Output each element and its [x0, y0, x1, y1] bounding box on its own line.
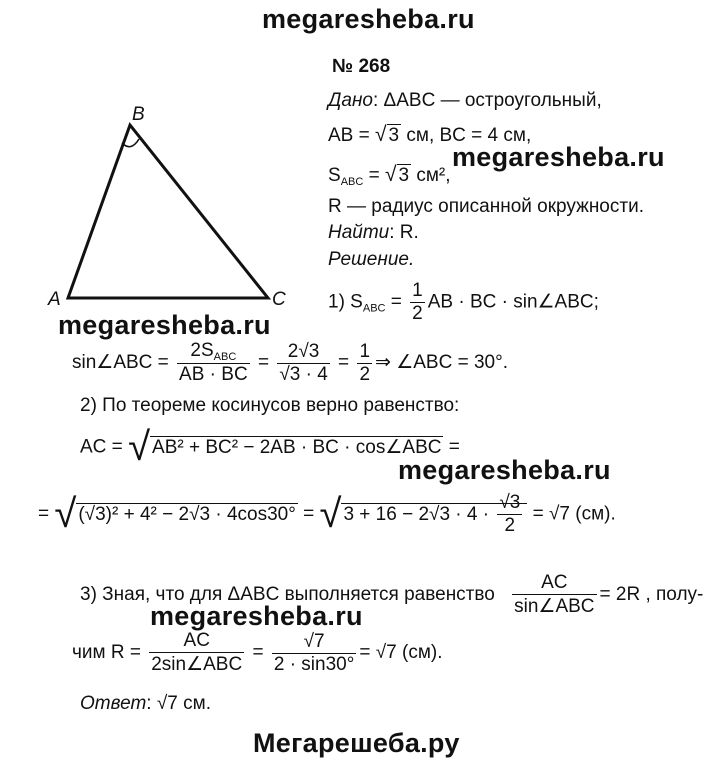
sin-frac-3	[357, 341, 372, 386]
step-2-text: 2) По теореме косинусов верно равенство:	[80, 395, 460, 416]
fraction-one-half	[410, 280, 425, 325]
frac-num: 1	[412, 280, 423, 301]
given-ab: AB =	[328, 125, 375, 146]
sin-frac-1-num-sub: ABC	[213, 351, 237, 363]
sin-frac-2	[277, 341, 329, 386]
step-1-rest: AB · BC · sin∠ABC;	[427, 291, 599, 313]
step-1-line	[328, 280, 599, 325]
ac-left: AC =	[80, 436, 129, 458]
watermark-mid-4: megaresheba.ru	[150, 601, 363, 631]
given-line-1	[328, 90, 602, 112]
given-area-unit: см²,	[411, 165, 451, 186]
frac-den: 2	[412, 303, 423, 324]
watermark-top: megaresheba.ru	[262, 4, 475, 34]
find-line	[328, 222, 419, 244]
sin-left: sin∠ABC =	[72, 352, 175, 374]
r-prefix: чим R =	[72, 642, 147, 664]
expansion-radical-2-a: 3 + 16 − 2√3 · 4 ·	[343, 503, 495, 525]
find-value: : R.	[389, 222, 419, 243]
expansion-radical-2: √ 3 + 16 − 2√3 · 4 · $\frac{√3}{2}$	[319, 492, 527, 537]
step-3-line	[80, 572, 703, 618]
watermark-mid-2: megaresheba.ru	[58, 310, 271, 340]
step-3-tail: = 2R , полу-	[599, 584, 704, 606]
step-3-frac-den: sin∠ABC	[514, 596, 595, 617]
vertex-label-b: B	[132, 104, 145, 125]
ac-radical: √ AB² + BC² − 2AB · BC · cos∠ABC	[128, 425, 442, 469]
sin-frac-1-num-text: 2S	[190, 340, 214, 361]
sin-frac-3-den: 2	[359, 363, 371, 385]
answer-line	[80, 693, 211, 715]
answer-value: : √7 см.	[146, 693, 211, 714]
ac-radical-arg: AB² + BC² − 2AB · BC · cos∠ABC	[152, 436, 442, 458]
triangle-figure	[40, 100, 300, 320]
ac-line	[80, 425, 460, 470]
expansion-result: = √7 (см).	[532, 503, 616, 525]
find-label: Найти	[328, 222, 390, 243]
r-frac-2	[272, 631, 356, 676]
solution-label: Решение.	[328, 249, 415, 270]
sin-frac-3-num: 1	[359, 340, 371, 362]
r-frac-2-num: √7	[303, 630, 325, 652]
sin-frac-1	[177, 340, 250, 386]
footer-title: Мегарешеба.ру	[253, 728, 460, 758]
watermark-mid-3: megaresheba.ru	[398, 455, 611, 485]
r-frac-2-den: 2 · sin30°	[273, 653, 355, 675]
watermark-mid-1: megaresheba.ru	[452, 142, 665, 172]
step-1-eq: =	[385, 291, 408, 313]
step-3-frac-num: AC	[541, 572, 568, 593]
step-1-sub: ABC	[362, 302, 386, 315]
sin-frac-1-num	[177, 340, 250, 363]
r-frac-1	[149, 630, 244, 676]
r-line: чим R = $\frac{AC}{\text{2sin∠ABC}}$ = $\frac{√7}{2 \cdot \sin 30^\circ}$ = √7 (см).	[72, 630, 443, 675]
sqrt3-over-2-num: √3	[499, 492, 521, 513]
sin-frac-2-den: √3 · 4	[279, 363, 328, 385]
r-result: = √7 (см).	[359, 642, 443, 664]
sqrt3-over-2	[497, 492, 522, 537]
sqrt-3-area: √ 3	[384, 163, 410, 186]
ac-tail: =	[443, 436, 460, 458]
given-area-s: S	[328, 165, 341, 186]
expansion-radical-2-arg	[341, 492, 527, 536]
given-text-1: : ΔABC — остроугольный,	[372, 90, 602, 111]
r-frac-1-den: 2sin∠ABC	[151, 654, 243, 675]
step-3-frac	[512, 572, 596, 618]
given-label: Дано	[328, 90, 373, 111]
given-line-4: R — радиус описанной окружности.	[328, 196, 644, 217]
expansion-radical-1-arg: (√3)² + 4² − 2√3 · 4cos30°	[78, 503, 296, 525]
step-3-text: 3) Зная, что для ΔABC выполняется равенство	[80, 584, 495, 606]
triangle-abc	[68, 125, 268, 298]
problem-number: № 268	[332, 56, 391, 77]
sqrt-3-ab: √ 3	[375, 123, 400, 146]
given-bc: см, BC = 4 см,	[401, 125, 532, 146]
vertex-label-a: A	[48, 289, 61, 310]
given-area-sub: ABC	[340, 176, 364, 188]
expansion-eq: =	[38, 503, 55, 525]
sin-frac-2-num: 2√3	[287, 340, 320, 362]
given-line-2	[328, 123, 531, 147]
ac-expansion-line: = √ (√3)² + 4² − 2√3 · 4cos30° = √ 3 + 16 − 2√3 · 4 · $\frac{√3}{2}$ = √7 (см).	[38, 492, 616, 536]
sin-frac-1-den: AB · BC	[179, 364, 248, 385]
sqrt3-over-2-den: 2	[497, 514, 522, 537]
vertex-label-c: C	[272, 289, 286, 310]
answer-label: Ответ	[80, 693, 147, 714]
step-1-prefix: 1) S	[328, 291, 363, 313]
sin-result: ⇒ ∠ABC = 30°.	[375, 352, 508, 374]
sin-line: sin∠ABC = $\frac{2S_{ABC}}{AB \cdot BC}$ = $\frac{2√3}{√3 \cdot 4}$ = $\frac{1}{2}$ ⇒ ∠ABC = 30°.	[72, 340, 508, 385]
r-frac-1-num: AC	[183, 630, 210, 651]
expansion-radical-1: √ (√3)² + 4² − 2√3 · 4cos30°	[54, 492, 296, 536]
given-line-3: $S_{ABC}$ = √ 3 см²,	[328, 163, 451, 188]
